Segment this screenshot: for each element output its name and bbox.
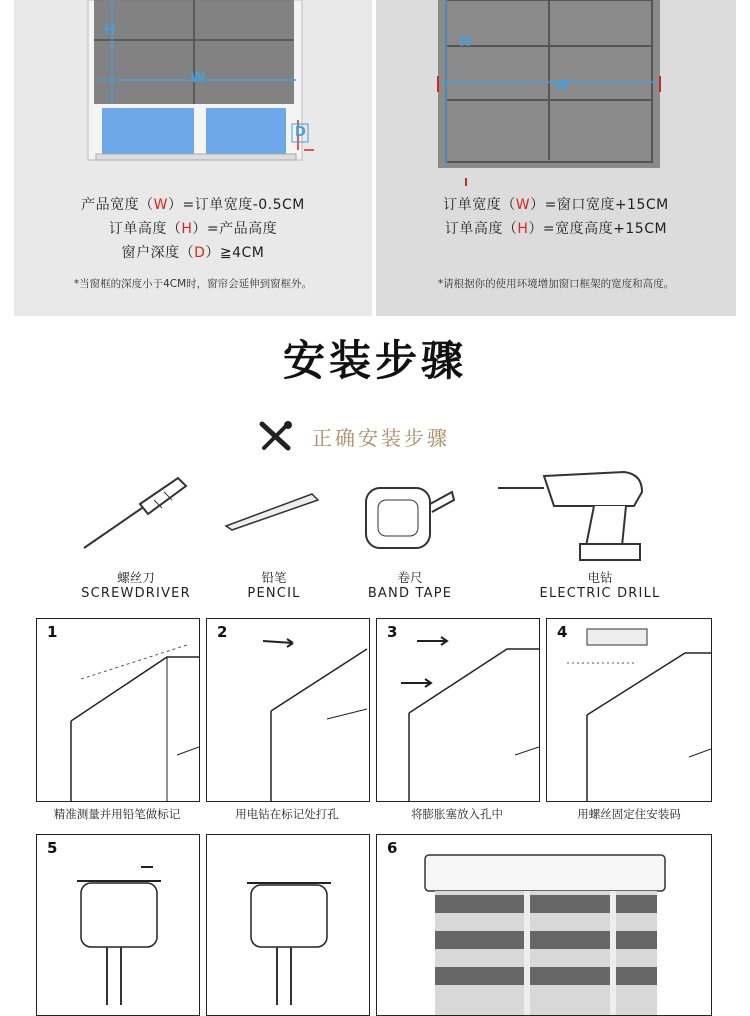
step-caption: 用电钻在标记处打孔 (235, 807, 339, 821)
headrail-clip-illustration (207, 835, 369, 1015)
step-number: 4 (557, 623, 568, 641)
inside-mount-illustration (14, 0, 372, 180)
depth-label: D (295, 125, 306, 140)
wall-box-illustration (377, 619, 539, 801)
step-box-2 (206, 618, 370, 802)
tool-label-cn: 铅笔 (261, 570, 287, 585)
tool-label-en: SCREWDRIVER (81, 586, 191, 601)
main-title: 安装步骤 (282, 336, 467, 385)
step-box-6 (376, 834, 712, 1016)
height-label: H (104, 22, 116, 38)
step-number: 3 (387, 623, 398, 641)
subtitle: 正确安装步骤 (312, 426, 450, 450)
electric-drill-icon (494, 466, 664, 566)
step-number: 5 (47, 839, 58, 857)
headrail-clip-illustration (37, 835, 199, 1015)
wall-box-illustration (547, 619, 711, 801)
formula-window-depth: 窗户深度（D）≧4CM (121, 245, 265, 261)
left-note: *当窗框的深度小于4CM时，窗帘会延伸到窗框外。 (73, 278, 313, 290)
right-measure-panel (376, 0, 736, 316)
step-number: 2 (217, 623, 228, 641)
right-note: *请根据你的使用环境增加窗口框架的宽度和高度。 (437, 278, 675, 290)
wall-box-illustration (207, 619, 369, 801)
height-label: H (459, 34, 471, 50)
step-number: 1 (47, 623, 58, 641)
tool-label-en: BAND TAPE (367, 586, 453, 601)
zebra-blind-illustration (377, 835, 711, 1015)
formula-order-height: 订单高度（H）=产品高度 (108, 221, 278, 237)
step-box-4 (546, 618, 712, 802)
step-number: 6 (387, 839, 398, 857)
tool-label-cn: 卷尺 (397, 570, 423, 585)
step-box-5b (206, 834, 370, 1016)
screwdriver-icon (78, 474, 188, 554)
step-box-1 (36, 618, 200, 802)
step-caption: 精准测量并用铅笔做标记 (53, 807, 181, 821)
pencil-icon (222, 488, 322, 532)
outside-mount-illustration (376, 0, 736, 190)
tool-label-en: PENCIL (247, 586, 301, 601)
wall-box-illustration (37, 619, 199, 801)
tool-label-en: ELECTRIC DRILL (539, 586, 661, 601)
step-box-3 (376, 618, 540, 802)
step-box-5 (36, 834, 200, 1016)
step-caption: 用螺丝固定住安装码 (577, 807, 681, 821)
left-measure-panel (14, 0, 372, 316)
width-label: W (554, 78, 570, 94)
tools-icon (258, 420, 294, 452)
step-caption: 将膨胀塞放入孔中 (411, 807, 503, 821)
tape-measure-icon (360, 474, 456, 554)
formula-order-height: 订单高度（H）=宽度高度+15CM (444, 221, 668, 237)
tool-label-cn: 电钻 (587, 570, 613, 585)
formula-order-width: 订单宽度（W）=窗口宽度+15CM (443, 197, 669, 213)
formula-product-width: 产品宽度（W）=订单宽度-0.5CM (81, 197, 305, 213)
tool-label-cn: 螺丝刀 (117, 570, 155, 585)
width-label: W (190, 70, 206, 86)
